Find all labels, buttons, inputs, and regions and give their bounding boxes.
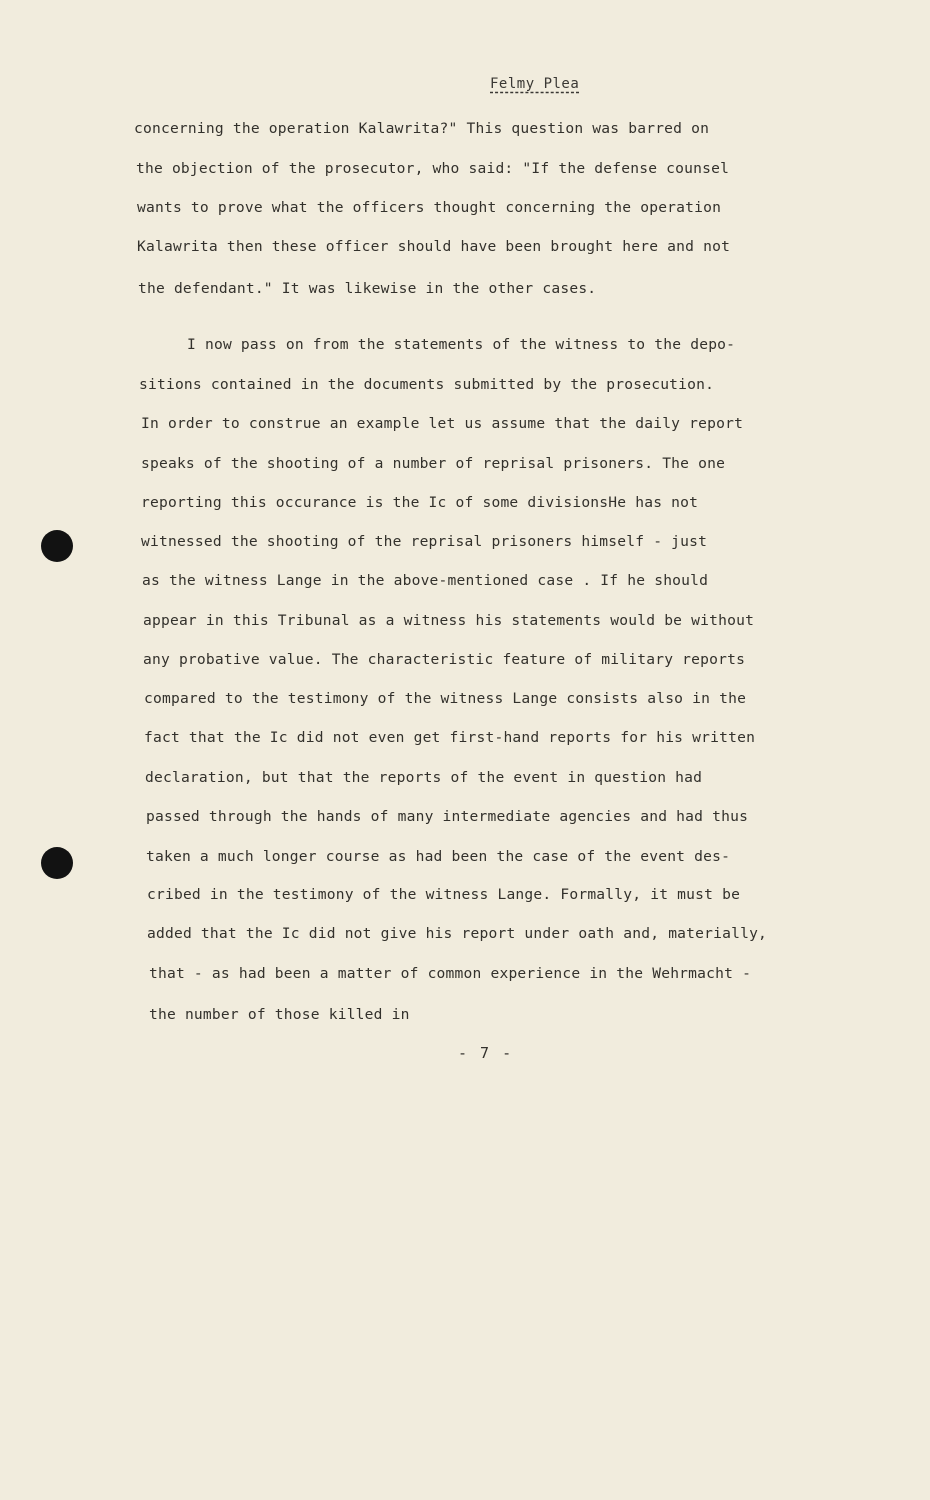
text-line: added that the Ic did not give his report under oath and, materially,	[147, 925, 768, 942]
text-line: witnessed the shooting of the reprisal prisoners himself - just	[141, 533, 708, 550]
text-line: any probative value. The characteristic feature of military reports	[143, 651, 746, 668]
text-line: cribed in the testimony of the witness Lange. Formally, it must be	[147, 886, 741, 903]
text-line: taken a much longer course as had been the case of the event des-	[146, 848, 731, 865]
text-line: passed through the hands of many intermediate agencies and had thus	[146, 808, 749, 825]
text-line: I now pass on from the statements of the witness to the depo-	[187, 336, 736, 353]
text-line: the objection of the prosecutor, who said: "If the defense counsel	[136, 160, 730, 177]
page-header: Felmy Plea	[490, 76, 580, 92]
text-line: the number of those killed in	[149, 1006, 410, 1023]
punch-hole	[41, 530, 73, 562]
page-number: - 7 -	[458, 1044, 514, 1062]
text-line: concerning the operation Kalawrita?" This question was barred on	[134, 120, 710, 137]
text-line: Kalawrita then these officer should have been brought here and not	[137, 238, 731, 255]
text-line: wants to prove what the officers thought concerning the operation	[137, 199, 722, 216]
text-line: In order to construe an example let us assume that the daily report	[141, 415, 744, 432]
text-line: declaration, but that the reports of the event in question had	[145, 769, 703, 786]
text-line: appear in this Tribunal as a witness his statements would be without	[143, 612, 755, 629]
text-line: the defendant." It was likewise in the other cases.	[138, 280, 597, 297]
text-line: compared to the testimony of the witness Lange consists also in the	[144, 690, 747, 707]
text-line: that - as had been a matter of common experience in the Wehrmacht -	[149, 965, 752, 982]
text-line: speaks of the shooting of a number of reprisal prisoners. The one	[141, 455, 726, 472]
text-line: fact that the Ic did not even get first-hand reports for his written	[144, 729, 756, 746]
punch-hole	[41, 847, 73, 879]
text-line: reporting this occurance is the Ic of some divisionsHe has not	[141, 494, 699, 511]
text-line: as the witness Lange in the above-mentioned case . If he should	[142, 572, 709, 589]
text-line: sitions contained in the documents submitted by the prosecution.	[139, 376, 715, 393]
